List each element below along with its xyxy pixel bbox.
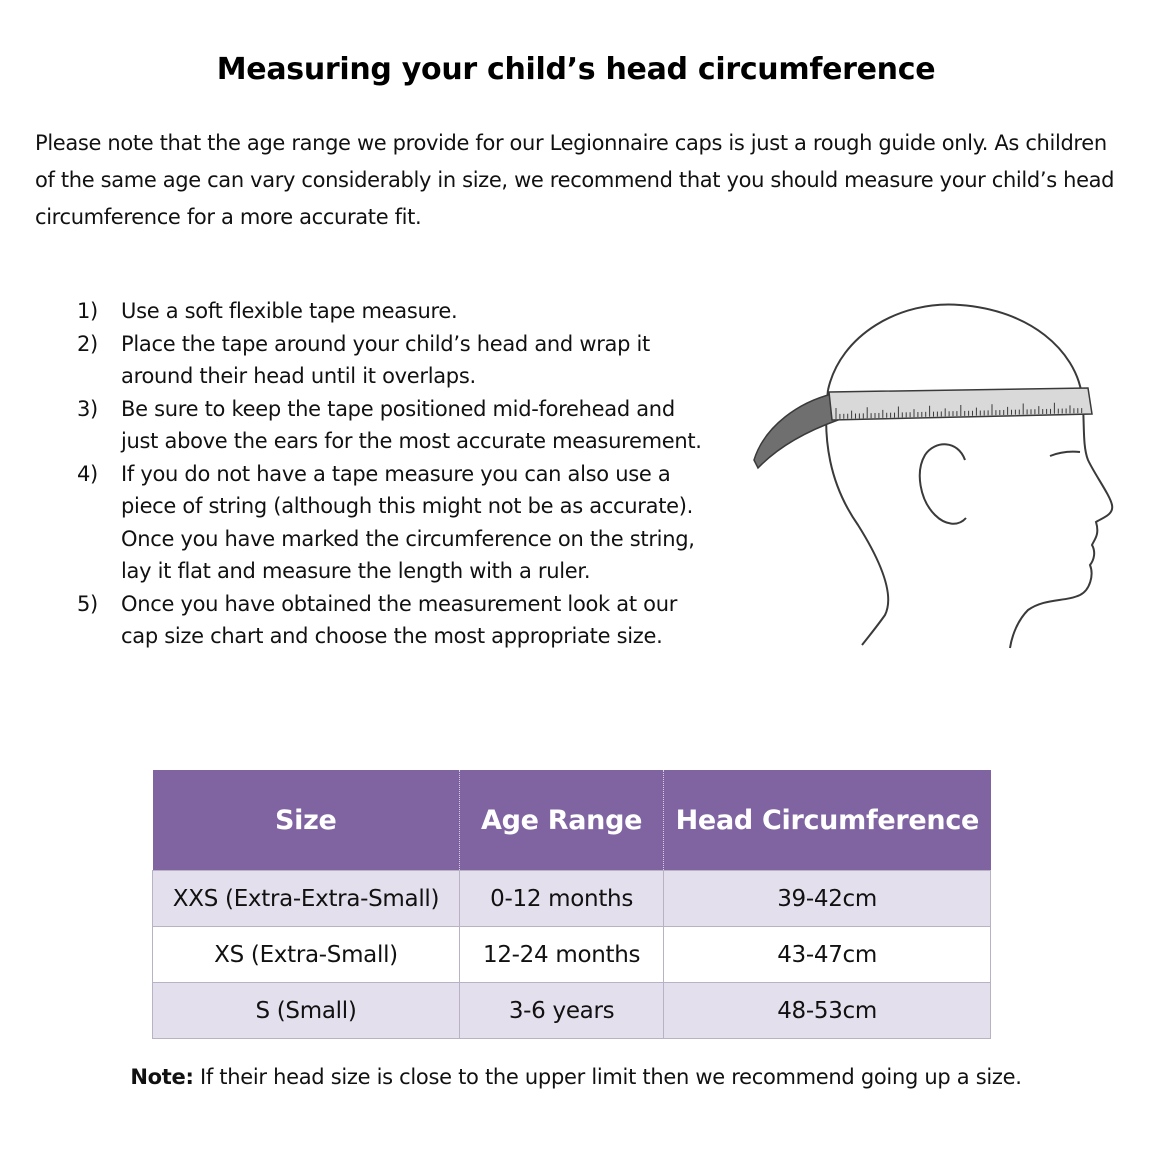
- step-item: [77, 588, 717, 653]
- cell-size: XS (Extra-Small): [153, 927, 460, 983]
- footnote: [0, 1065, 1152, 1089]
- cell-age-range: 12-24 months: [459, 927, 663, 983]
- note-label: Note:: [130, 1065, 194, 1089]
- header-age-range: Age Range: [459, 770, 663, 871]
- size-chart-table: [152, 770, 991, 1039]
- ear-outline: [920, 444, 966, 523]
- head-profile-illustration: [740, 292, 1120, 662]
- note-text: If their head size is close to the upper limit then we recommend going up a size.: [193, 1065, 1022, 1089]
- header-size: Size: [153, 770, 460, 871]
- header-head-circumference: Head Circumference: [664, 770, 991, 871]
- step-item: [77, 328, 717, 393]
- eyebrow-line: [1050, 452, 1080, 456]
- neck-back-outline: [826, 390, 888, 645]
- table-row: [153, 927, 991, 983]
- cell-size: XXS (Extra-Extra-Small): [153, 871, 460, 927]
- step-text: Use a soft flexible tape measure.: [121, 299, 458, 323]
- cell-age-range: 3-6 years: [459, 983, 663, 1039]
- page-title: Measuring your child’s head circumference: [216, 52, 936, 87]
- tape-measure-icon: [829, 388, 1092, 420]
- intro-paragraph: Please note that the age range we provide for our Legionnaire caps is just a rough guide only. As children of the same age can vary considerably in size, we recommend that you should measure your child’s head circumference for a more accurate fit.: [35, 131, 1115, 229]
- cell-head-circumference: 43-47cm: [664, 927, 991, 983]
- cell-age-range: 0-12 months: [459, 871, 663, 927]
- step-text: Be sure to keep the tape positioned mid-forehead and just above the ears for the most accurate measurement.: [121, 396, 702, 453]
- instruction-steps: [77, 295, 717, 653]
- step-item: [77, 295, 717, 328]
- head-outline: [828, 305, 1112, 648]
- step-number: 5): [77, 591, 98, 616]
- cell-head-circumference: 48-53cm: [664, 983, 991, 1039]
- step-text: Once you have obtained the measurement look at our cap size chart and choose the most appropriate size.: [121, 591, 678, 648]
- cell-size: S (Small): [153, 983, 460, 1039]
- step-number: 3): [77, 396, 98, 421]
- table-row: [153, 983, 991, 1039]
- table-header-row: [153, 770, 991, 871]
- cell-head-circumference: 39-42cm: [664, 871, 991, 927]
- table-row: [153, 871, 991, 927]
- step-item: [77, 393, 717, 458]
- tape-tail: [754, 394, 838, 468]
- step-number: 4): [77, 461, 98, 486]
- step-item: [77, 458, 717, 588]
- step-number: 2): [77, 331, 98, 356]
- step-text: If you do not have a tape measure you can also use a piece of string (although this might not be as accurate). Once you have marked the circumference on the string, lay it flat and measure the length with a ruler.: [121, 461, 695, 583]
- step-number: 1): [77, 299, 98, 323]
- step-text: Place the tape around your child’s head and wrap it around their head until it overlaps.: [121, 331, 650, 388]
